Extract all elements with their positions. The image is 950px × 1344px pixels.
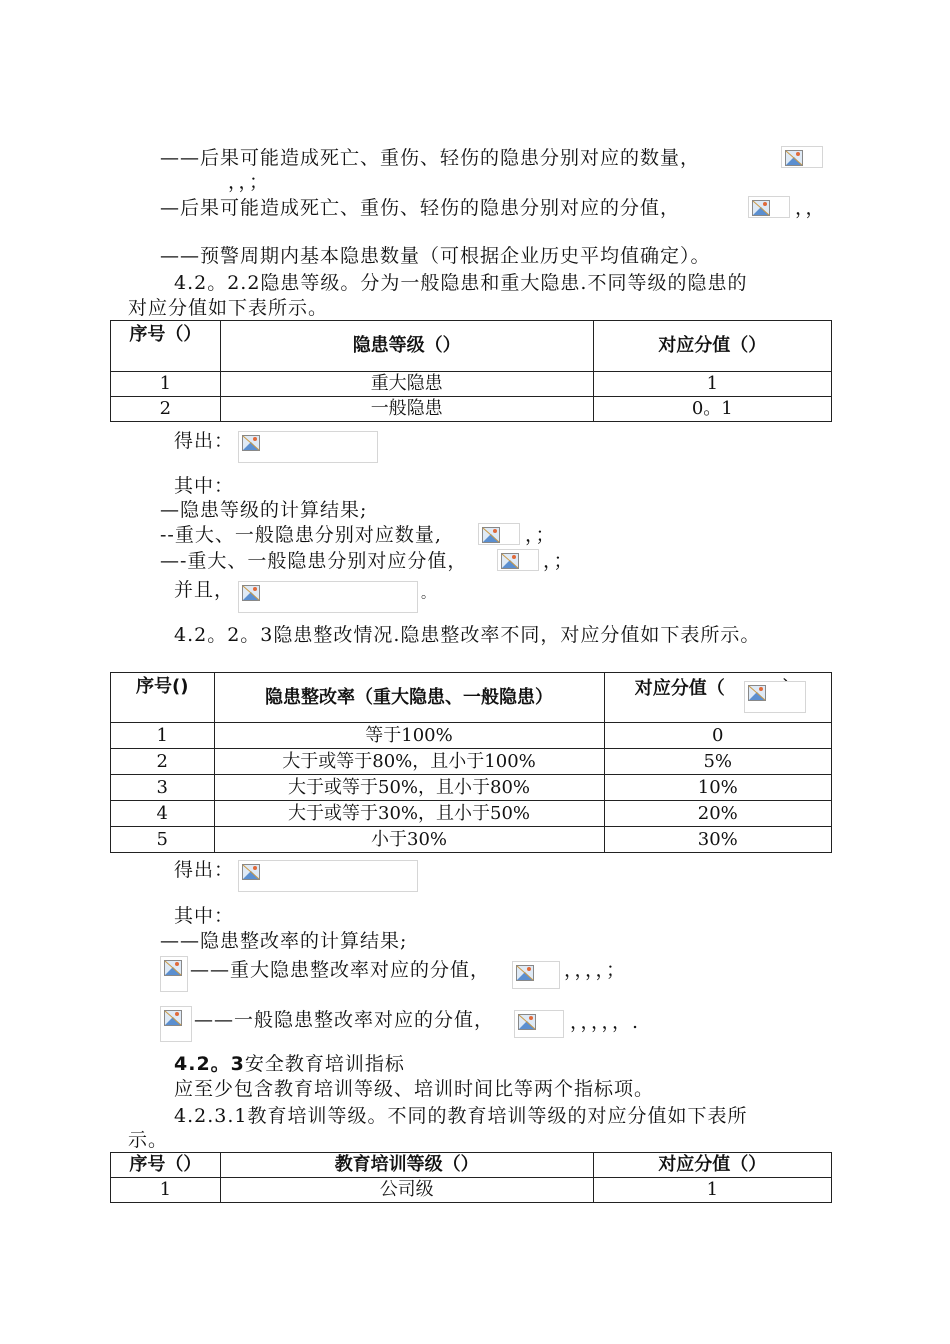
formula-image <box>238 431 378 463</box>
table-cell: 20% <box>604 801 831 827</box>
table-row <box>111 775 832 801</box>
def-line: —-重大、一般隐患分别对应分值， <box>160 550 468 572</box>
para-line-4: 4.2。2.2隐患等级。分为一般隐患和重大隐患.不同等级的隐患的 <box>174 272 748 294</box>
broken-image-icon <box>748 685 766 701</box>
hazard-level-table <box>110 320 832 422</box>
def-line: ——隐患整改率的计算结果; <box>160 930 408 952</box>
def-line: --重大、一般隐患分别对应数量, <box>160 524 442 546</box>
table-header: 序号（） <box>111 1153 221 1178</box>
broken-image-icon <box>242 435 260 451</box>
broken-image-icon <box>516 965 534 981</box>
def-line: ——重大隐患整改率对应的分值， <box>190 959 491 981</box>
rectification-rate-table <box>110 672 832 853</box>
broken-image-icon <box>785 150 803 166</box>
table-header: 序号（） <box>111 321 221 372</box>
table-header: 隐患整改率（重大隐患、一般隐患） <box>214 673 604 723</box>
broken-image-icon <box>242 864 260 880</box>
section-para: 应至少包含教育培训等级、培训时间比等两个指标项。 <box>174 1078 655 1100</box>
table-header <box>604 673 831 723</box>
formula-image <box>748 196 790 218</box>
table-row <box>111 827 832 853</box>
table-cell: 公司级 <box>220 1178 593 1203</box>
table-cell: 0 <box>604 723 831 749</box>
def-line-tail: ，； <box>525 524 556 546</box>
header-label: 对应分值（ <box>634 678 725 699</box>
formula-image <box>238 581 418 613</box>
def-line-tail: ，； <box>543 550 574 572</box>
para-line-2-tail: ，， <box>795 197 826 219</box>
table-cell: 大于或等于30%，且小于50% <box>214 801 604 827</box>
broken-image-icon <box>164 1010 182 1026</box>
table-row <box>111 801 832 827</box>
table-cell: 1 <box>111 372 221 397</box>
formula-image <box>744 681 806 713</box>
table-cell: 2 <box>111 397 221 422</box>
para-line-1-tail: ，，； <box>228 171 270 193</box>
formula-image <box>238 860 418 892</box>
table-cell: 30% <box>604 827 831 853</box>
among-label: 其中： <box>174 475 235 497</box>
table-cell: 5% <box>604 749 831 775</box>
table-header: 隐患等级（） <box>220 321 593 372</box>
def-line: ——一般隐患整改率对应的分值， <box>194 1009 495 1031</box>
broken-image-icon <box>501 553 519 569</box>
table-row <box>111 749 832 775</box>
deduce-label: 得出： <box>174 859 235 881</box>
formula-image <box>781 146 823 168</box>
formula-image <box>497 549 539 571</box>
formula-image <box>478 523 520 545</box>
table-cell: 5 <box>111 827 215 853</box>
formula-image <box>160 956 188 992</box>
def-line: —隐患等级的计算结果; <box>160 499 368 521</box>
deduce-label: 得出： <box>174 430 235 452</box>
and-label: 并且， <box>174 579 235 601</box>
para-line-3: ——预警周期内基本隐患数量（可根据企业历史平均值确定）。 <box>160 245 711 267</box>
table-row <box>111 1178 832 1203</box>
table-cell: 一般隐患 <box>220 397 593 422</box>
def-line-tail: ，，，，； <box>564 959 627 981</box>
section-para: 示。 <box>128 1129 169 1151</box>
table-cell: 4 <box>111 801 215 827</box>
table-row <box>111 372 832 397</box>
formula-image <box>514 1010 564 1038</box>
para-line-2: —后果可能造成死亡、重伤、轻伤的隐患分别对应的分值， <box>160 197 681 219</box>
formula-image <box>160 1006 192 1042</box>
para-line-1: ——后果可能造成死亡、重伤、轻伤的隐患分别对应的数量， <box>160 147 701 169</box>
table-cell: 1 <box>593 1178 831 1203</box>
and-tail: 。 <box>421 586 436 602</box>
table-cell: 大于或等于50%，且小于80% <box>214 775 604 801</box>
table-cell: 10% <box>604 775 831 801</box>
section-heading <box>174 1052 405 1076</box>
table-row <box>111 397 832 422</box>
section-title: 安全教育培训指标 <box>244 1053 405 1075</box>
section-para: 4.2.3.1教育培训等级。不同的教育培训等级的对应分值如下表所 <box>174 1105 748 1127</box>
broken-image-icon <box>242 585 260 601</box>
table-row <box>111 723 832 749</box>
table-cell: 1 <box>593 372 831 397</box>
table-cell: 2 <box>111 749 215 775</box>
table-header: 对应分值（） <box>593 1153 831 1178</box>
table-header: 教育培训等级（） <box>220 1153 593 1178</box>
table-header: 序号() <box>111 673 215 723</box>
broken-image-icon <box>164 960 182 976</box>
section-number: 4.2。3 <box>174 1053 245 1075</box>
table-cell: 等于100% <box>214 723 604 749</box>
broken-image-icon <box>518 1014 536 1030</box>
table-cell: 大于或等于80%，且小于100% <box>214 749 604 775</box>
among-label: 其中： <box>174 905 235 927</box>
table-header: 对应分值（） <box>593 321 831 372</box>
training-level-table <box>110 1152 832 1203</box>
def-line-tail: ，，，，，. <box>570 1011 640 1033</box>
table-cell: 重大隐患 <box>220 372 593 397</box>
formula-image <box>512 961 560 989</box>
table-cell: 1 <box>111 1178 221 1203</box>
table-cell: 0。1 <box>593 397 831 422</box>
intro-line: 4.2。2。3隐患整改情况.隐患整改率不同，对应分值如下表所示。 <box>174 624 761 646</box>
broken-image-icon <box>482 527 500 543</box>
table-cell: 小于30% <box>214 827 604 853</box>
table-cell: 3 <box>111 775 215 801</box>
para-line-5: 对应分值如下表所示。 <box>128 297 329 319</box>
broken-image-icon <box>752 200 770 216</box>
table-cell: 1 <box>111 723 215 749</box>
